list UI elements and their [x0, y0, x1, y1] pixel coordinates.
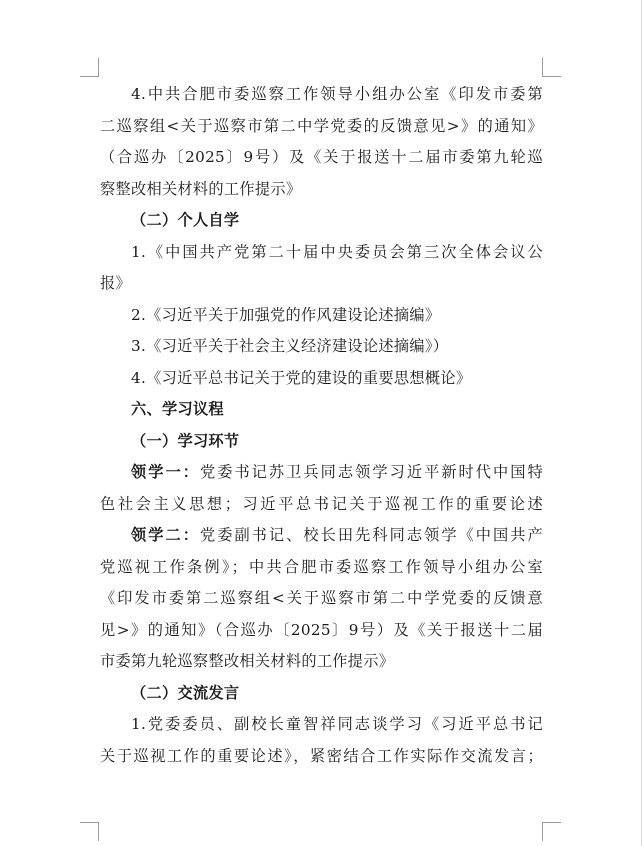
lead-label: 领学一： [131, 463, 200, 481]
paragraph-line: 二巡察组<关于巡察市第二中学党委的反馈意见>》的通知》 [100, 116, 543, 135]
page-corner-mark-top-left [80, 58, 99, 77]
list-item: 4.《习近平总书记关于党的建设的重要思想概论》 [131, 368, 472, 387]
page-corner-mark-bottom-right [542, 822, 561, 841]
list-item: 报》 [100, 274, 131, 292]
paragraph-line: 4.中共合肥市委巡察工作领导小组办公室《印发市委第 [131, 85, 543, 103]
document-body [100, 79, 543, 772]
section-heading: （二）交流发言 [131, 683, 240, 702]
paragraph-line: 1.党委委员、副校长童智祥同志谈学习《习近平总书记 [131, 715, 543, 733]
paragraph-line: 市委第九轮巡察整改相关材料的工作提示》 [100, 652, 395, 670]
lead-text: 党委副书记、校长田先科同志领学《中国共产 [199, 526, 544, 544]
page-corner-mark-bottom-left [80, 822, 99, 841]
section-heading: （二）个人自学 [131, 211, 240, 229]
paragraph-line: 党巡视工作条例》；中共合肥市委巡察工作领导小组办公室 [100, 557, 543, 576]
paragraph-line [100, 520, 543, 552]
lead-text: 党委书记苏卫兵同志领学习近平新时代中国特 [199, 463, 544, 481]
list-item: 1.《中国共产党第二十届中央委员会第三次全体会议公 [131, 242, 543, 261]
paragraph-line: 色社会主义思想；习近平总书记关于巡视工作的重要论述 [100, 494, 543, 513]
list-item: 3.《习近平关于社会主义经济建设论述摘编》） [131, 337, 449, 355]
paragraph-line: （合巡办〔2025〕9号）及《关于报送十二届市委第九轮巡 [100, 148, 543, 166]
section-heading: 六、学习议程 [131, 400, 224, 418]
paragraph-line: 关于巡视工作的重要论述》，紧密结合工作实际作交流发言； [100, 746, 543, 765]
page-corner-mark-top-right [542, 58, 561, 77]
paragraph-line: 察整改相关材料的工作提示》 [100, 179, 302, 198]
paragraph-line: 见>》的通知》（合巡办〔2025〕9号）及《关于报送十二届 [100, 620, 543, 639]
section-heading: （一）学习环节 [131, 431, 240, 450]
lead-label: 领学二： [131, 526, 200, 544]
paragraph-line: 《印发市委第二巡察组<关于巡察市第二中学党委的反馈意 [100, 589, 543, 607]
paragraph-line [100, 457, 543, 489]
list-item: 2.《习近平关于加强党的作风建设论述摘编》 [131, 305, 441, 324]
